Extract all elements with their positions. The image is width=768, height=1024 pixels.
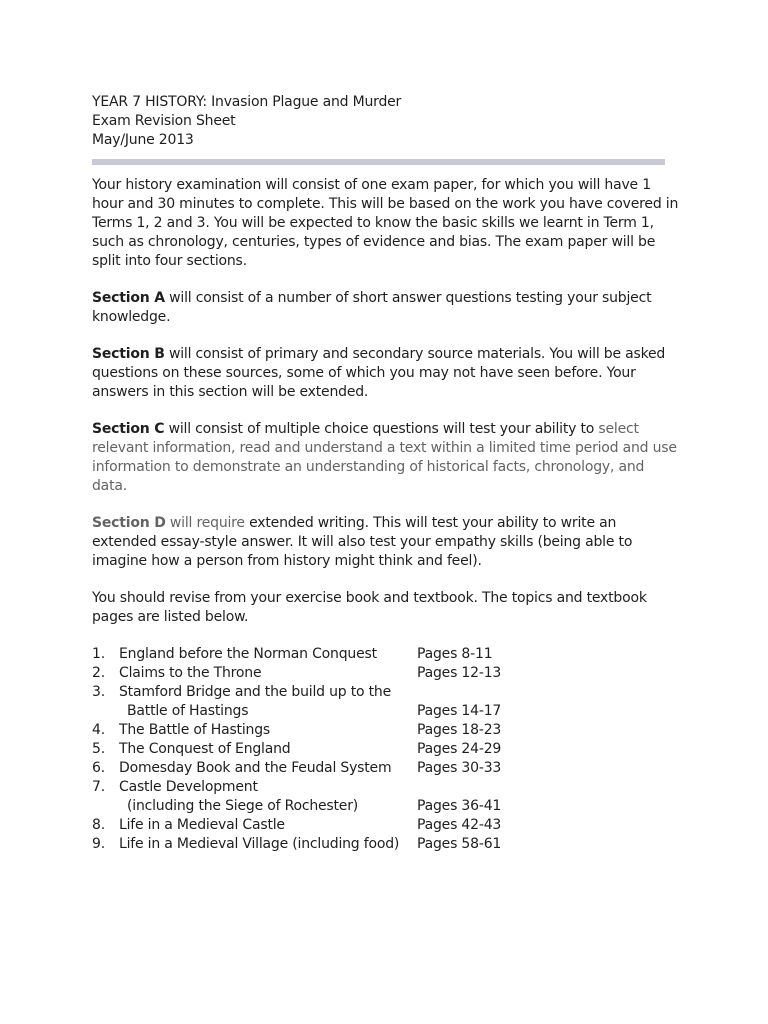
topic-row xyxy=(92,683,692,702)
topic-number: 9. xyxy=(92,836,105,852)
section-d-paragraph xyxy=(92,514,680,571)
revise-note: You should revise from your exercise book and textbook. The topics and textbook pages are listed below. xyxy=(92,590,647,625)
topic-pages: Pages 42-43 xyxy=(417,817,502,833)
topic-number: 8. xyxy=(92,817,105,833)
topic-row xyxy=(92,835,692,854)
topic-row xyxy=(92,778,692,797)
section-c-text: will consist of multiple choice questions will test your ability to xyxy=(164,421,599,437)
topic-title: The Conquest of England xyxy=(119,741,291,757)
header-divider xyxy=(92,159,665,165)
section-c-paragraph xyxy=(92,420,680,496)
topic-title: Domesday Book and the Feudal System xyxy=(119,760,392,776)
topic-number: 6. xyxy=(92,760,105,776)
topic-number: 2. xyxy=(92,665,105,681)
topic-row xyxy=(92,759,692,778)
topic-title: Life in a Medieval Village (including food) xyxy=(119,836,400,852)
topic-pages: Pages 36-41 xyxy=(417,798,502,814)
topic-pages: Pages 24-29 xyxy=(417,741,502,757)
document-title: YEAR 7 HISTORY: Invasion Plague and Murder xyxy=(92,94,402,110)
section-d-text: extended writing. This will test your ability to write an extended essay-style answer. It will also test your empathy skills (being able to imagine how a person from history might think and feel). xyxy=(92,515,633,569)
topic-number: 5. xyxy=(92,741,105,757)
topic-row-continued xyxy=(92,797,692,816)
section-d-text-grey: will require xyxy=(165,515,245,531)
topic-row xyxy=(92,740,692,759)
topic-row xyxy=(92,721,692,740)
topic-number: 7. xyxy=(92,779,105,795)
section-a-label: Section A xyxy=(92,290,165,306)
topic-pages: Pages 12-13 xyxy=(417,665,502,681)
section-b-text: will consist of primary and secondary source materials. You will be asked questions on these sources, some of which you may not have seen before. Your answers in this section will be extended. xyxy=(92,346,666,400)
section-b-label: Section B xyxy=(92,346,165,362)
topic-row xyxy=(92,664,692,683)
topic-pages: Pages 14-17 xyxy=(417,703,502,719)
topic-pages: Pages 30-33 xyxy=(417,760,502,776)
topic-title: Stamford Bridge and the build up to the xyxy=(119,684,392,700)
topic-number: 3. xyxy=(92,684,105,700)
topic-title: The Battle of Hastings xyxy=(119,722,270,738)
section-c-text-grey: select relevant information, read and understand a text within a limited time period and use information to demonstrate an understanding of historical facts, chronology, and data. xyxy=(92,421,677,494)
section-a-paragraph xyxy=(92,289,680,327)
topic-title: Life in a Medieval Castle xyxy=(119,817,285,833)
topic-list xyxy=(92,645,692,854)
section-b-paragraph xyxy=(92,345,680,402)
topic-pages: Pages 18-23 xyxy=(417,722,502,738)
topic-row-continued xyxy=(92,702,692,721)
topic-title-continued: Battle of Hastings xyxy=(127,703,249,719)
intro-paragraph: Your history examination will consist of one exam paper, for which you will have 1 hour and 30 minutes to complete. This will be based on the work you have covered in Terms 1, 2 and 3. You will be expected to know the basic skills we learnt in Term 1, such as chronology, centuries, types of evidence and bias. The exam paper will be split into four sections. xyxy=(92,177,679,269)
topic-number: 4. xyxy=(92,722,105,738)
topic-title-continued: (including the Siege of Rochester) xyxy=(127,798,359,814)
topic-pages: Pages 8-11 xyxy=(417,646,493,662)
topic-number: 1. xyxy=(92,646,105,662)
document-header xyxy=(92,93,692,150)
section-a-text: will consist of a number of short answer questions testing your subject knowledge. xyxy=(92,290,652,325)
section-c-label: Section C xyxy=(92,421,165,437)
section-d-label: Section D xyxy=(92,515,166,531)
document-subtitle: Exam Revision Sheet xyxy=(92,113,236,129)
topic-row xyxy=(92,816,692,835)
topic-title: Castle Development xyxy=(119,779,258,795)
document-date: May/June 2013 xyxy=(92,132,194,148)
topic-row xyxy=(92,645,692,664)
topic-title: Claims to the Throne xyxy=(119,665,262,681)
topic-title: England before the Norman Conquest xyxy=(119,646,377,662)
topic-pages: Pages 58-61 xyxy=(417,836,502,852)
revision-sheet xyxy=(92,93,692,854)
